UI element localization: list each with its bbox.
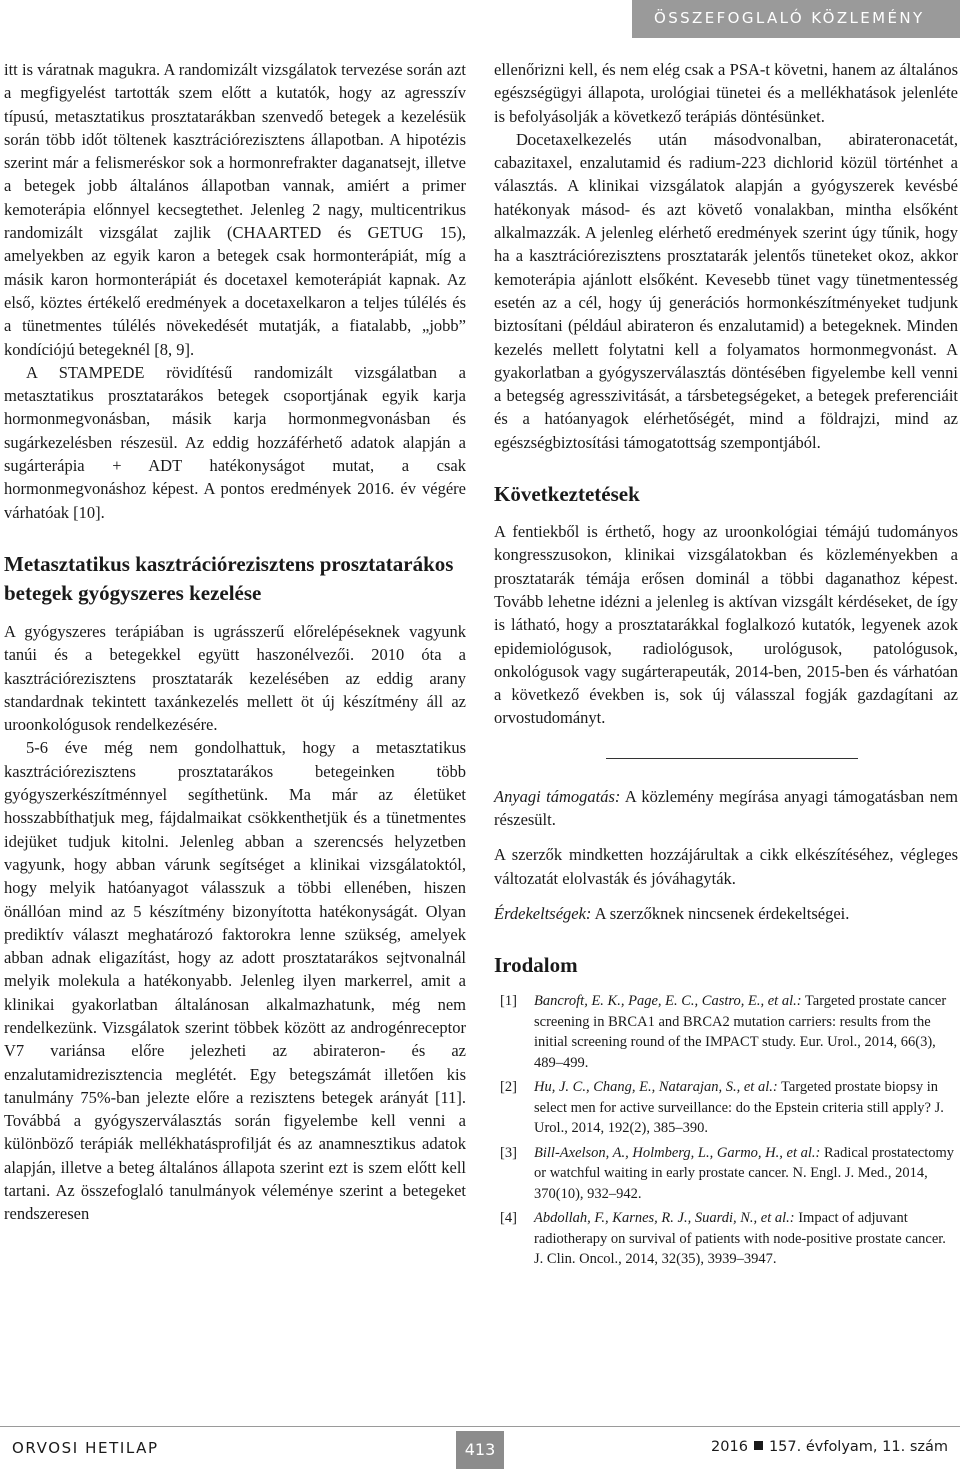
square-bullet-icon [754,1441,763,1450]
section-label-band [632,0,960,38]
section-heading: Metasztatikus kasztrációrezisztens prosztatarákos betegek gyógyszeres kezelése [4,551,454,605]
reference-authors: Hu, J. C., Chang, E., Natarajan, S., et al.: [534,1079,778,1096]
funding-note [494,785,958,832]
interests-label: Érdekeltségek: [494,903,592,923]
page-footer [0,1426,960,1471]
reference-authors: Abdollah, F., Karnes, R. J., Suardi, N., et al.: [534,1210,795,1227]
journal-name: ORVOSI HETILAP [12,1439,159,1457]
interests-text: A szerzőknek nincsenek érdekeltségei. [591,903,850,923]
reference-authors: Bancroft, E. K., Page, E. C., Castro, E., et al.: [534,993,802,1010]
reference-text: Radical prostatectomy or watchful waiting in early prostate cancer. N. Engl. J. Med., 2014, 370(10), 932–942. [534,1144,955,1202]
reference-item: [1] Bancroft, E. K., Page, E. C., Castro, E., et al.: Targeted prostate cancer screening in BRCA1 and BRCA2 mutation carriers: results from the initial screening round of the IMPACT study. Eur. Urol., 2014, 66(3), 489–499. [500,993,947,1071]
reference-text: Targeted prostate biopsy in select men for active surveillance: do the Epstein criteria still apply? J. Urol., 2014, 192(2), 385–390. [534,1079,944,1137]
page-number: 413 [456,1431,504,1469]
reference-item: [3] Bill-Axelson, A., Holmberg, L., Garmo, H., et al.: Radical prostatectomy or watchful waiting in early prostate cancer. N. Engl. J. Med., 2014, 370(10), 932–942. [500,1144,955,1202]
reference-authors: Bill-Axelson, A., Holmberg, L., Garmo, H., et al.: [534,1144,821,1161]
left-column [4,58,466,1226]
paragraph: itt is váratnak magukra. A randomizált vizsgálatok tervezése során azt a megfigyelést tartották szem előtt a kutatók, hogy az agresszív típusú, metasztatikus prosztatarákban szenvedő betegek a kezelésük során több időt töltenek kasztrációrezisztens állapotban. A hipotézis szerint már a felismeréskor sok a hormonrefrakter daganatsejt, illetve a betegek jobb általános állapotban vannak, amiért a primer kemoterápia előnnyel kecsegtethet. Jelenleg 2 nagy, multicentrikus randomizált vizsgálat zajlik (CHAARTED és GETUG 15), amelyekben az egyik karon a betegek csak hormonterápiát, míg a másik karon hormonterápiát és docetaxel kemoterápiát kapnak. Az első, köztes értékelő eredmények a docetaxelkaron a teljes túlélés és a tünetmentes túlélés növekedését mutatják, a fiatalabb, „jobb” kondíciójú betegeknél [8, 9]. [4,60,466,359]
paragraph: Docetaxelkezelés után másodvonalban, abirateronacetát, cabazitaxel, enzalutamid és radium-223 dichlorid közül történhet a választás. A klinikai vizsgálatok alapján a gyógyszerek kevésbé hatékonyak másod- és azt követő vonalakban, mintha elsőként alkalmazzák. A jelenleg elérhető eredmények szerint úgy tűnik, hogy ha a kasztrációrezisztens prosztatarák jelentős tüneteket okoz, akkor kemoterápia ajánlott elsőként. Kevesebb tünet vagy tünetmentesség esetén az a cél, hogy új generációs hormonkészítményeket tudjunk biztosítani (például abirateron és enzalutamid) a betegeknek. Minden kezelés mellett folytatni kell a folyamatos hormonmegvonást. A gyakorlatban a gyógyszerválasztás döntésében figyelembe kell venni a betegség agresszivitását, a társbetegségeket, a betegek preferenciáit és a hatóanyagok elérhetőségét, mind a földrajzi, mind az egészségbiztosítási támogatottság szempontjából. [494,129,958,452]
paragraph: ellenőrizni kell, és nem elég csak a PSA-t követni, hanem az általános egészségügyi állapota, urológiai tünetei és a mellékhatások jelenléte is befolyásolják a következő terápiás döntésünket. [494,60,958,126]
right-column [494,58,958,1274]
references-heading: Irodalom [494,953,578,978]
paragraph: A STAMPEDE rövidítésű randomizált vizsgálatban a metasztatikus prosztatarákos betegek csoportjának egyik karja hormonmegvonásban, másik karja hormonmegvonásban és sugárkezelésben részesül. Az eddig hozzáférhető adatok alapján a sugárterápia + ADT hatékonyságot mutat, a csak hormonmegvonáshoz képest. A pontos eredmények 2016. év végére várhatóak [10]. [4,362,466,522]
issue-year: 2016 [711,1439,748,1455]
section-label: ÖSSZEFOGLALÓ KÖZLEMÉNY [654,9,925,27]
reference-item: [4] Abdollah, F., Karnes, R. J., Suardi, N., et al.: Impact of adjuvant radiotherapy on survival of patients with node-positive prostate cancer. J. Clin. Oncol., 2014, 32(35), 3939–3947. [500,1210,946,1268]
page-header [0,0,960,38]
paragraph: A gyógyszeres terápiában is ugrásszerű előrelépéseknek vagyunk tanúi és a betegekkel együtt haszonélvezői. 2010 óta a kasztrációrezisztens prosztatarák kezelésében az eddig arany standardnak tekintett taxánkezelés mellett öt új készítmény áll az uroonkológusok rendelkezésére. [4,621,466,735]
conclusions-heading: Következtetések [494,482,640,507]
authors-note: A szerzők mindketten hozzájárultak a cikk elkészítéséhez, végleges változatát elolvasták és jóváhagyták. [494,845,958,888]
funding-text: A közlemény megírása anyagi támogatásban nem részesült. [494,786,958,830]
issue-info [711,1439,948,1455]
reference-list [494,991,958,1270]
issue-volume: 157. évfolyam, 11. szám [768,1439,948,1455]
interests-note [494,902,958,925]
paragraph: 5-6 éve még nem gondolhattuk, hogy a metasztatikus kasztrációrezisztens prosztatarákos betegeinken több gyógyszerkészítménnyel segíthetünk. Ma már az életüket hosszabbíthatjuk meg, fájdalmaikat csökkenthetjük és a tünetmentes idejüket tudjuk kitolni. Jelenleg abban a szerencsés helyzetben vagyunk, hogy abban várunk segítséget a klinikai vizsgálatoktól, hogy melyik hatóanyagot válasszuk a többi ellenében, hiszen önállóan mind az 5 készítmény bizonyította hatékonyságát. Olyan prediktív választ meghatározó faktorokra lenne szükség, amelyek abban adnak eligazítást, hogy az adott prosztatarákos sejtvonalnál melyik molekula a hatékonyabb. Jelenleg ilyen markerrel, amit a klinikai gyakorlatban általánosan alkalmazhatunk, még nem rendelkezünk. Vizsgálatok szerint többek között az androgénreceptor V7 variánsa előre jelezheti az abirateron- és az enzalutamidrezisztencia meglétét. Egy betegszámát illetően kis tanulmány 75%-ban jelezte előre a rezisztens betegek arányát [11]. Továbbá a gyógyszerválasztás során figyelembe kell venni a különböző terápiák mellékhatásprofilját és az anamnesztikus adatok alapján, illetve a beteg általános állapota szerint ezt is szem előtt kell tartani. Az összefoglaló tanulmányok véleménye szerint a betegeket rendszeresen [4,738,466,1224]
reference-item: [2] Hu, J. C., Chang, E., Natarajan, S., et al.: Targeted prostate biopsy in select men for active surveillance: do the Epstein criteria still apply? J. Urol., 2014, 192(2), 385–390. [500,1079,944,1137]
reference-text: Impact of adjuvant radiotherapy on survival of patients with node-positive prostate cancer. J. Clin. Oncol., 2014, 32(35), 3939–3947. [534,1210,946,1268]
reference-text: Targeted prostate cancer screening in BRCA1 and BRCA2 mutation carriers: results from the initial screening round of the IMPACT study. Eur. Urol., 2014, 66(3), 489–499. [534,993,947,1071]
divider [606,758,858,759]
funding-label: Anyagi támogatás: [494,786,621,806]
paragraph: A fentiekből is érthető, hogy az uroonkológiai témájú tudományos kongresszusokon, klinikai vizsgálatokban és közleményekben a prosztatarák témája erősen dominál a többi daganathoz képest. Tovább lehetne idézni a jelenleg is aktívan vizsgált kérdéseket, de így is látható, hogy a prosztatarákkal foglalkozó kutatók, legyenek azok epidemiológusok, radiológusok, urológusok, patológusok, onkológusok vagy sugárterapeuták, 2014-ben, 2015-ben és várhatóan a következő években is, sok új válasszal fogják gazdagítani az orvostudományt. [494,522,958,728]
